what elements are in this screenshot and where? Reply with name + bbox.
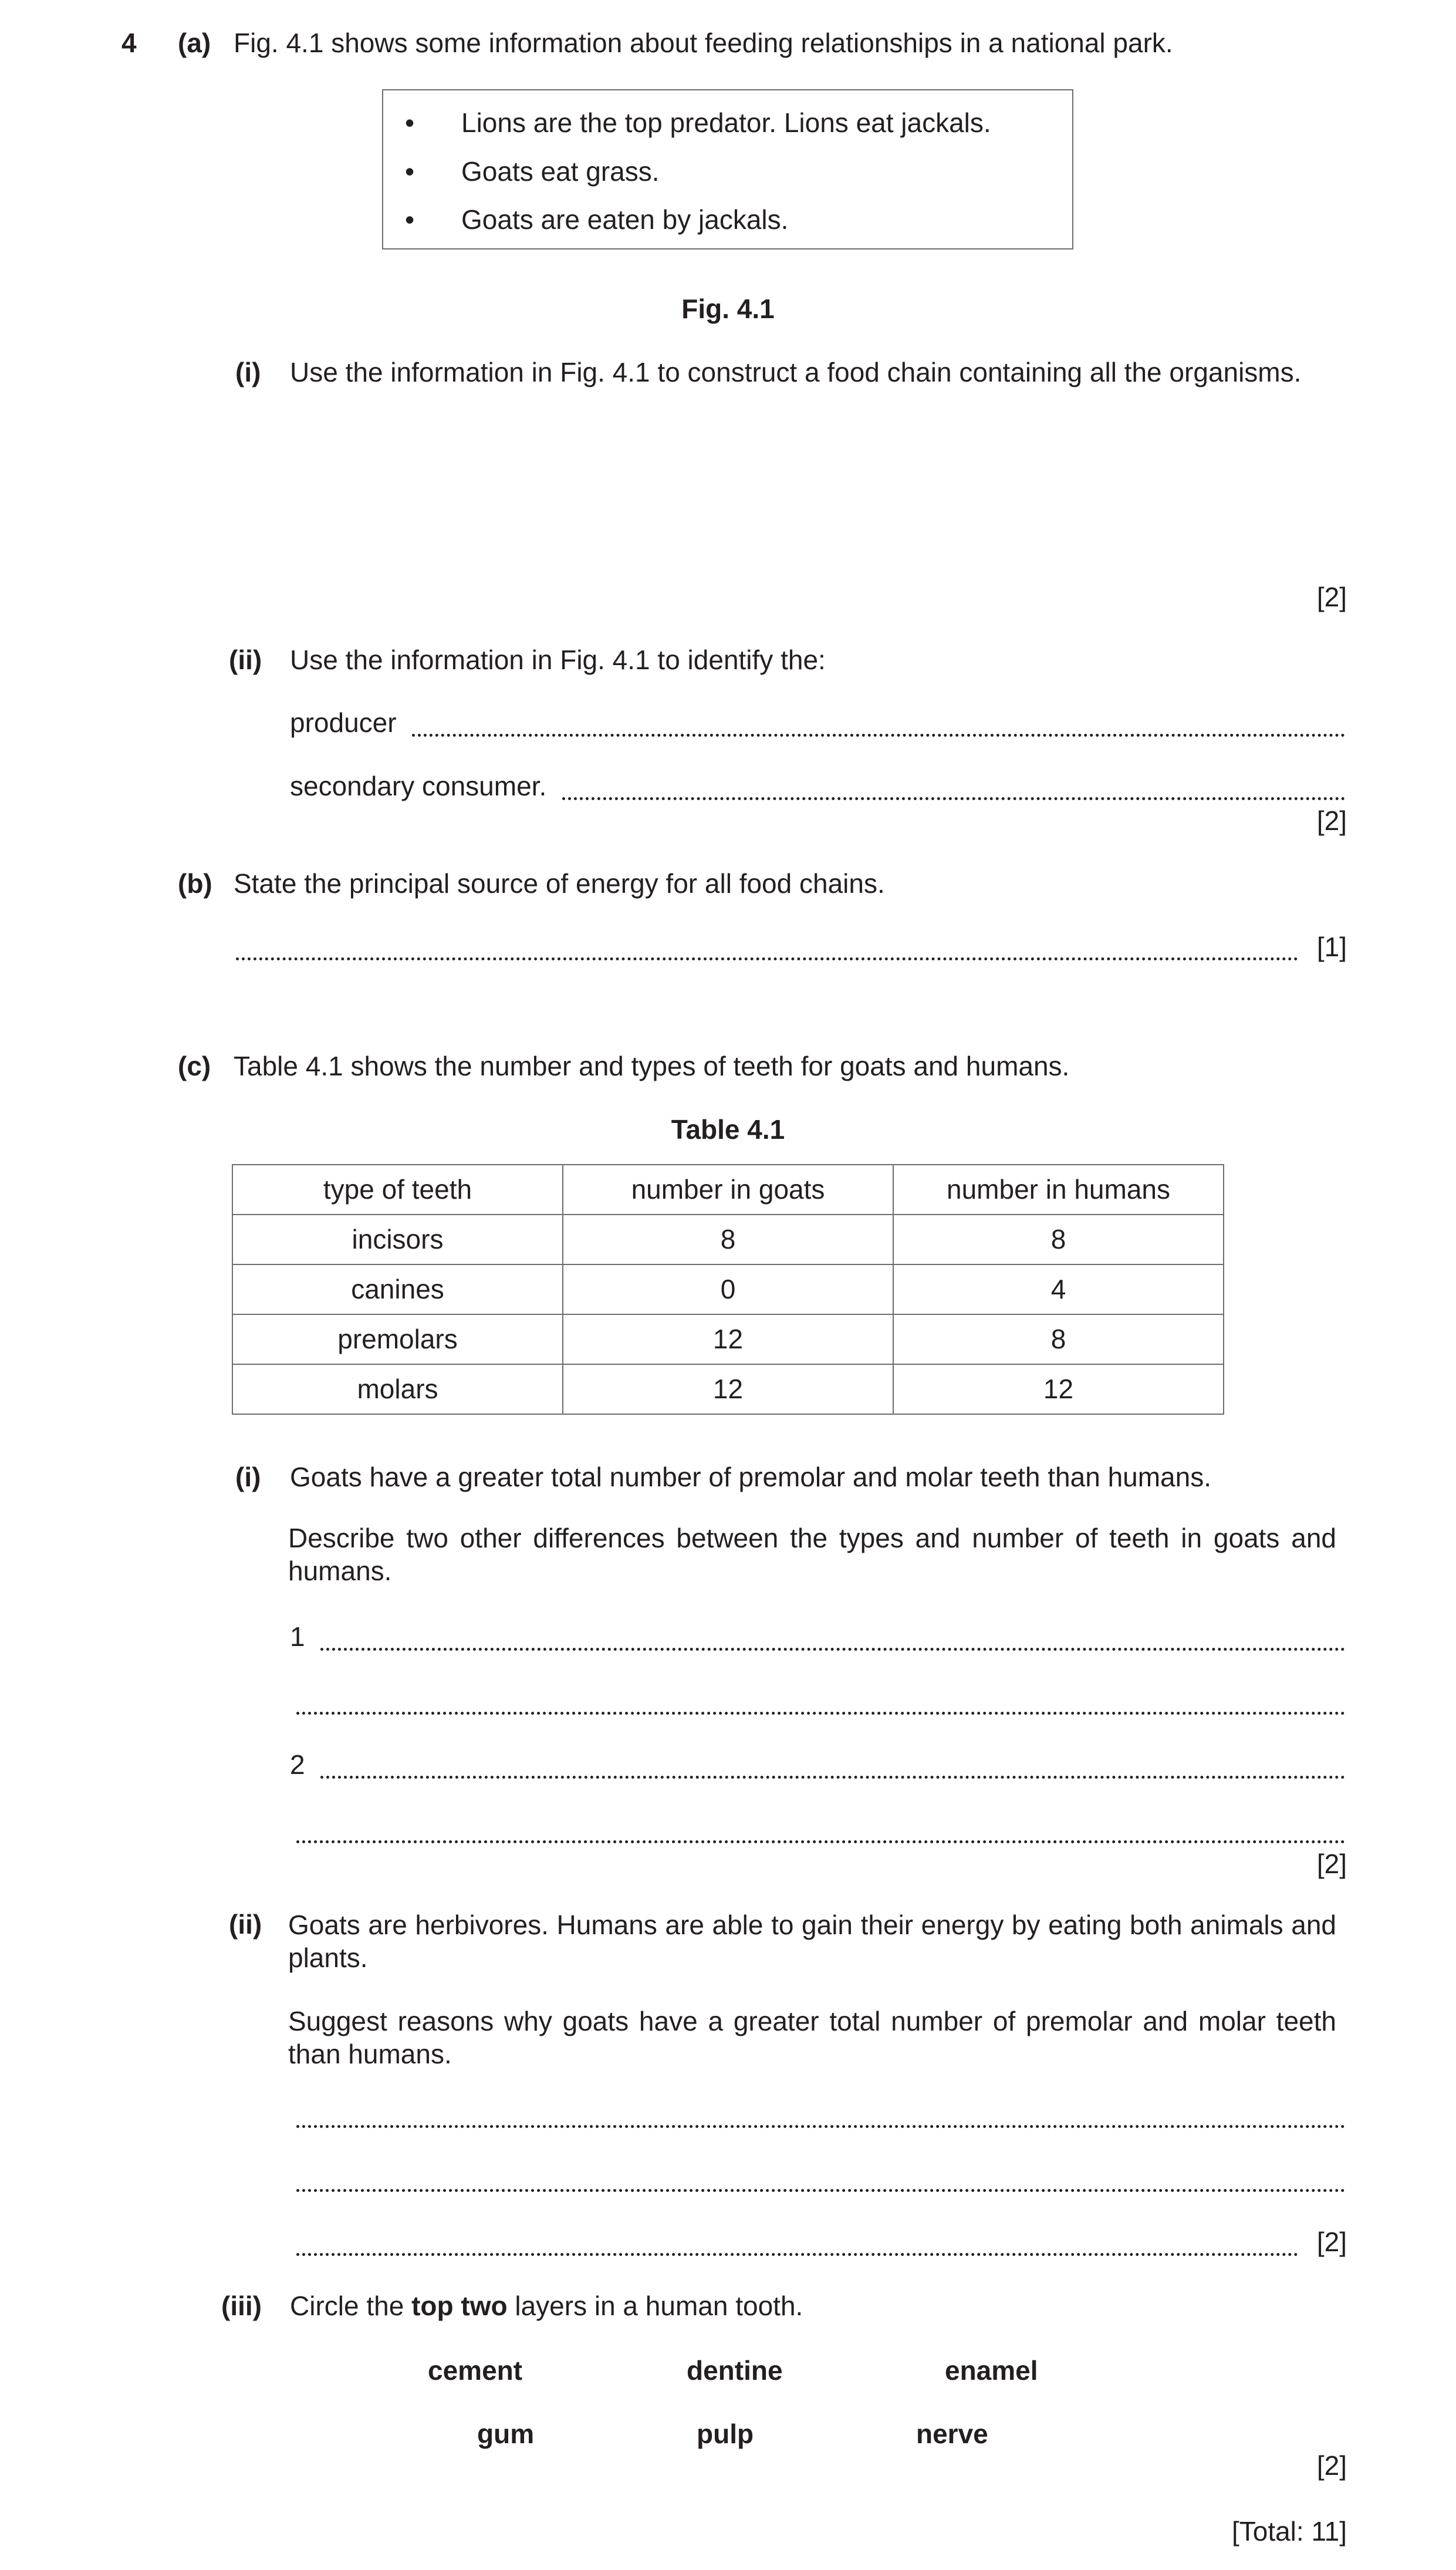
marks: [2] [1316,2227,1347,2257]
marks: [2] [1316,805,1347,836]
table-cell: 12 [563,1364,893,1414]
fig-bullet-item: Goats eat grass. [461,156,660,187]
table-cell: 8 [893,1215,1224,1264]
producer-answer-line[interactable] [412,734,1345,737]
energy-source-answer-line[interactable] [236,957,1298,960]
table-row [232,1215,1224,1264]
part-c-iii-text-bold: top two [411,2291,508,2321]
producer-label: producer [290,707,397,738]
part-b-text: State the principal source of energy for all food chains. [234,868,885,899]
part-c-i-label: (i) [235,1462,261,1492]
part-c-ii-text1: Goats are herbivores. Humans are able to gain their energy by eating both animals and plants. [288,1910,1336,1973]
table-header-cell: number in humans [893,1165,1224,1215]
tooth-layer-option[interactable]: nerve [916,2419,988,2449]
table-cell: 12 [893,1364,1224,1414]
table-row [232,1314,1224,1364]
part-a-intro: Fig. 4.1 shows some information about feeding relationships in a national park. [234,28,1173,58]
part-c-i-text2: Describe two other differences between the types and number of teeth in goats and humans. [288,1523,1336,1586]
part-a-label: (a) [178,28,211,58]
secondary-consumer-answer-line[interactable] [562,797,1345,800]
secondary-consumer-label: secondary consumer. [290,771,547,801]
part-c-i-text1: Goats have a greater total number of premolar and molar teeth than humans. [290,1462,1211,1492]
table-cell: 12 [563,1314,893,1364]
table-cell: 8 [563,1215,893,1264]
part-c-iii-text [290,2290,803,2322]
part-c-ii-text2: Suggest reasons why goats have a greater total number of premolar and molar teeth than humans. [288,2006,1336,2069]
food-chain-answer-area[interactable] [290,405,1338,569]
part-c-intro: Table 4.1 shows the number and types of teeth for goats and humans. [234,1051,1070,1081]
table-cell: incisors [232,1215,563,1264]
marks: [1] [1316,932,1347,962]
answer-number: 1 [290,1621,305,1652]
difference-1-answer-line[interactable] [320,1648,1345,1651]
reasons-answer-line-2[interactable] [296,2189,1345,2192]
table-cell: 4 [893,1264,1224,1314]
tooth-layer-option[interactable]: pulp [697,2419,754,2449]
bullet-marker: • [405,107,415,138]
difference-2-answer-line-2[interactable] [296,1840,1345,1843]
figure-caption: Fig. 4.1 [681,294,775,324]
marks: [2] [1316,1849,1347,1879]
bullet-marker: • [405,204,415,235]
part-a-ii-text: Use the information in Fig. 4.1 to identify the: [290,645,826,675]
bullet-marker: • [405,156,415,187]
table-header-cell: type of teeth [232,1165,563,1215]
part-c-ii-label: (ii) [229,1909,262,1940]
reasons-answer-line-1[interactable] [296,2125,1345,2128]
table-header-row [232,1165,1224,1215]
answer-number: 2 [290,1749,305,1780]
table-header-cell: number in goats [563,1165,893,1215]
part-c-label: (c) [178,1051,211,1081]
question-number: 4 [121,28,137,58]
table-cell: premolars [232,1314,563,1364]
teeth-table [232,1164,1224,1415]
table-caption: Table 4.1 [671,1114,785,1145]
part-c-iii-label: (iii) [221,2291,262,2321]
fig-bullet-item: Lions are the top predator. Lions eat jackals. [461,107,991,138]
table-cell: canines [232,1264,563,1314]
part-a-i-label: (i) [235,357,261,387]
part-c-iii-text-pre: Circle the [290,2291,404,2321]
tooth-layer-option[interactable]: dentine [687,2355,783,2386]
table-cell: molars [232,1364,563,1414]
part-a-i-text: Use the information in Fig. 4.1 to construct a food chain containing all the organisms. [290,357,1302,387]
difference-1-answer-line-2[interactable] [296,1712,1345,1715]
tooth-layer-option[interactable]: gum [477,2419,535,2449]
marks: [2] [1316,582,1347,612]
fig-bullet-item: Goats are eaten by jackals. [461,204,789,235]
table-cell: 8 [893,1314,1224,1364]
difference-2-answer-line[interactable] [320,1776,1345,1779]
reasons-answer-line-3[interactable] [296,2253,1298,2256]
part-a-ii-label: (ii) [229,645,262,675]
total-marks: [Total: 11] [1231,2516,1347,2547]
tooth-layer-option[interactable]: enamel [945,2355,1038,2386]
part-b-label: (b) [178,868,212,899]
table-row [232,1364,1224,1414]
table-row [232,1264,1224,1314]
marks: [2] [1316,2450,1347,2481]
tooth-layer-option[interactable]: cement [428,2355,523,2386]
table-cell: 0 [563,1264,893,1314]
part-c-iii-text-post: layers in a human tooth. [515,2291,803,2321]
